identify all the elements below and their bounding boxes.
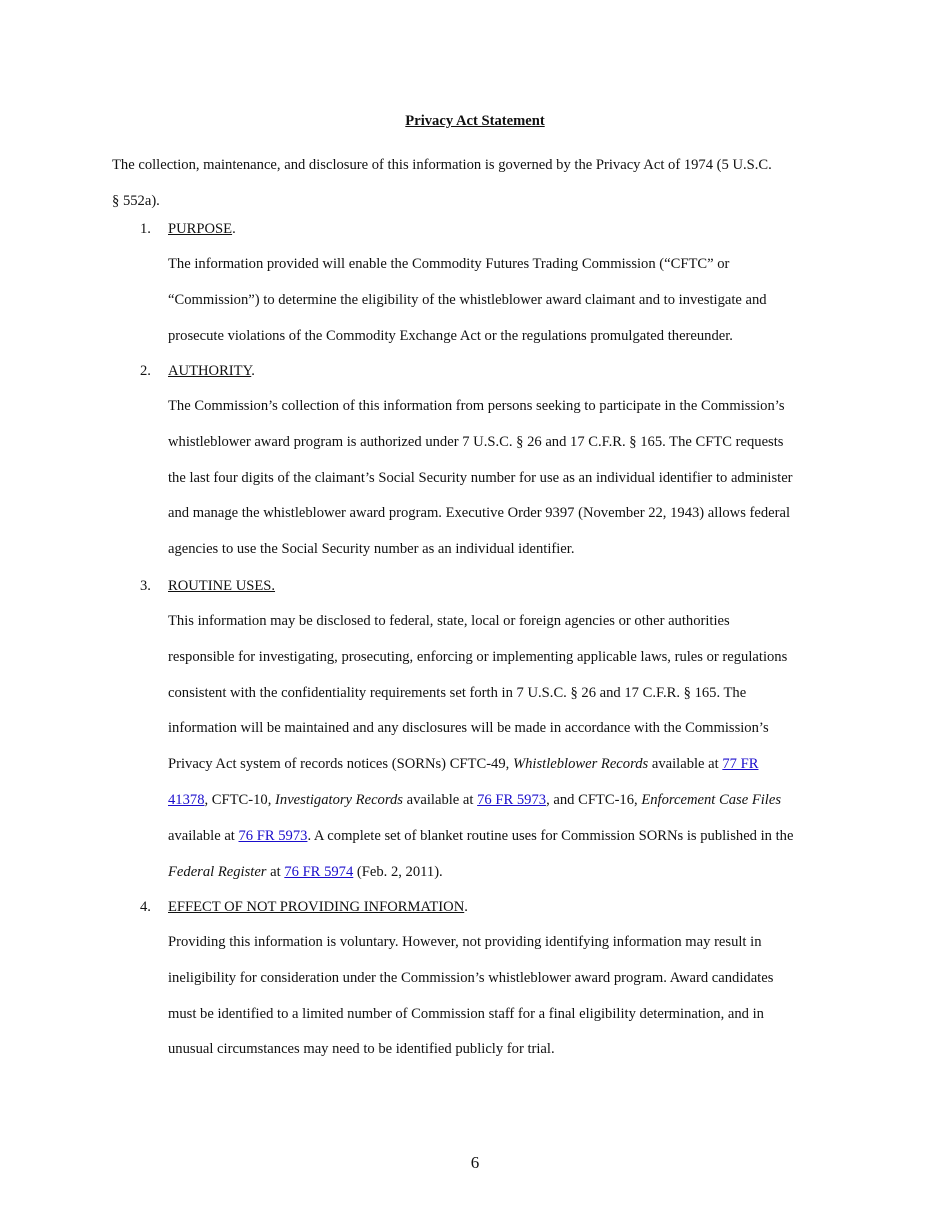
text-run: , CFTC-10, [204, 791, 276, 808]
body-line: and manage the whistleblower award program. Executive Order 9397 (November 22, 1943) allows federal [168, 505, 791, 522]
link-76-fr-5973-second[interactable]: 76 FR 5973 [238, 827, 308, 844]
text-run: available at [402, 791, 478, 808]
body-line [168, 783, 840, 819]
body-line: prosecute violations of the Commodity Exchange Act or the regulations promulgated thereunder. [168, 327, 733, 344]
body-line: The Commission’s collection of this information from persons seeking to participate in the Commission’s [168, 398, 785, 414]
section-number: 4. [140, 899, 151, 915]
section-number: 1. [140, 221, 151, 237]
italic-text: Enforcement Case Files [641, 791, 782, 808]
text-run: , and CFTC-16, [546, 791, 642, 808]
body-line: the last four digits of the claimant’s Social Security number for use as an individual identifier to administer [168, 469, 793, 486]
page-number: 6 [470, 1153, 480, 1172]
section-heading-suffix: . [464, 899, 468, 915]
section-heading-text: ROUTINE USES. [168, 578, 276, 594]
body-line: unusual circumstances may need to be identified publicly for trial. [168, 1041, 555, 1058]
section-body [168, 604, 840, 890]
text-run: available at [648, 756, 723, 773]
body-line: agencies to use the Social Security number as an individual identifier. [168, 541, 575, 558]
italic-text: Whistleblower Records [512, 756, 649, 773]
section-heading [168, 353, 255, 389]
section-heading-text: AUTHORITY [168, 363, 252, 379]
body-line: Providing this information is voluntary. However, not providing identifying information may result in [168, 934, 762, 950]
section-heading-text: EFFECT OF NOT PROVIDING INFORMATION [168, 899, 465, 915]
link-76-fr-5973[interactable]: 76 FR 5973 [477, 791, 547, 808]
text-run: (Feb. 2, 2011). [353, 863, 443, 880]
body-line: ineligibility for consideration under the Commission’s whistleblower award program. Award candidates [168, 969, 774, 986]
section-heading [168, 211, 236, 247]
section-body [168, 389, 840, 568]
section-heading-suffix: . [251, 363, 255, 379]
text-run: available at [168, 827, 239, 844]
link-77-fr-41378-cont[interactable]: 41378 [168, 791, 205, 808]
body-line [168, 819, 840, 855]
body-line: whistleblower award program is authorized under 7 U.S.C. § 26 and 17 C.F.R. § 165. The CFTC requests [168, 433, 784, 450]
body-line: consistent with the confidentiality requirements set forth in 7 U.S.C. § 26 and 17 C.F.R. § 165. The [168, 684, 747, 701]
section-heading [168, 889, 468, 925]
body-line: information will be maintained and any disclosures will be made in accordance with the Commission’s [168, 720, 769, 737]
body-line [168, 747, 840, 783]
section-heading-suffix: . [232, 221, 236, 237]
body-line: responsible for investigating, prosecuting, enforcing or implementing applicable laws, rules or regulations [168, 648, 788, 665]
text-run: Privacy Act system of records notices (SORNs) CFTC-49, [168, 756, 513, 773]
intro-paragraph [112, 147, 832, 219]
italic-text: Investigatory Records [275, 791, 403, 808]
text-run: . A complete set of blanket routine uses for Commission SORNs is published in the [307, 827, 794, 844]
intro-line: The collection, maintenance, and disclosure of this information is governed by the Privacy Act of 1974 (5 U.S.C. [112, 157, 772, 173]
section-number: 3. [140, 578, 151, 594]
text-run: at [266, 863, 285, 880]
body-line: “Commission”) to determine the eligibility of the whistleblower award claimant and to investigate and [168, 291, 767, 308]
section-body [168, 247, 840, 354]
body-line: The information provided will enable the Commodity Futures Trading Commission (“CFTC” or [168, 256, 730, 272]
page-title: Privacy Act Statement [405, 113, 545, 129]
body-line: must be identified to a limited number of Commission staff for a final eligibility determination, and in [168, 1005, 764, 1022]
section-number: 2. [140, 363, 151, 379]
intro-line: § 552a). [112, 193, 160, 209]
link-76-fr-5974[interactable]: 76 FR 5974 [284, 863, 354, 880]
section-body [168, 925, 840, 1068]
body-line: This information may be disclosed to federal, state, local or foreign agencies or other authorities [168, 613, 730, 629]
body-line [168, 855, 840, 891]
section-heading [168, 568, 275, 604]
italic-text: Federal Register [168, 863, 267, 880]
section-heading-text: PURPOSE [168, 221, 233, 237]
link-77-fr-41378[interactable]: 77 FR [722, 756, 759, 773]
